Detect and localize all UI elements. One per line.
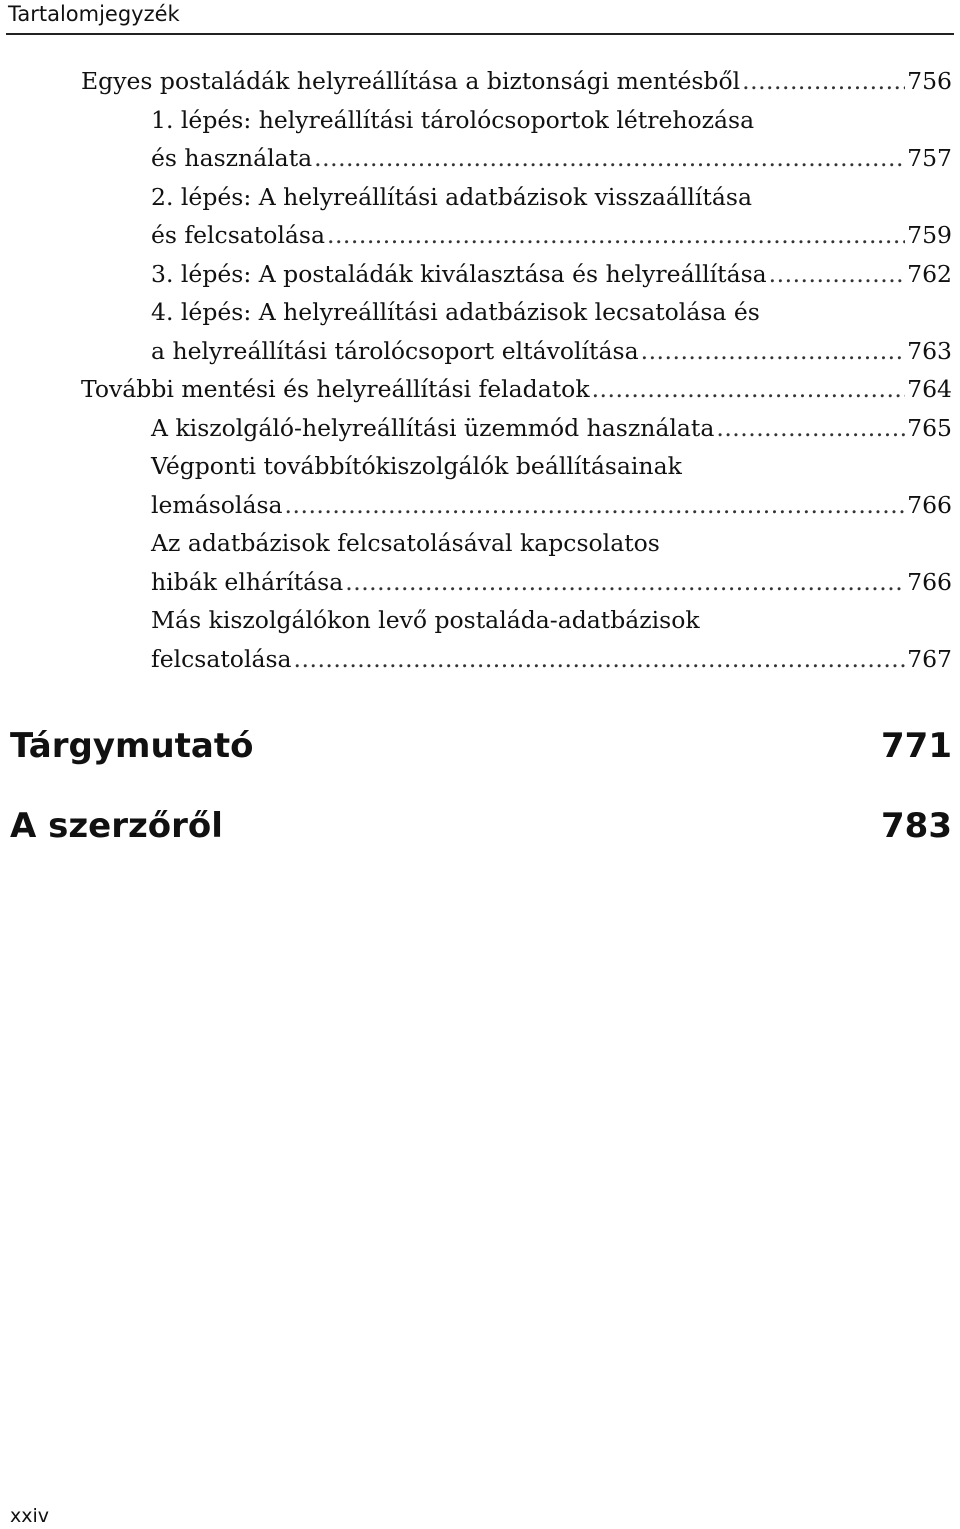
toc-entry-title: A kiszolgáló-helyreállítási üzemmód használata [151, 413, 715, 442]
toc-entry-page: 763 [907, 336, 952, 365]
major-entry-title: Tárgymutató [10, 726, 254, 766]
toc-entry-page: 765 [907, 413, 952, 442]
toc-entry-title-line: Végponti továbbítókiszolgálók beállításainak [151, 452, 682, 480]
dot-leader [716, 409, 905, 448]
toc-entry-title-line: Az adatbázisok felcsatolásával kapcsolatos [151, 529, 660, 557]
dot-leader [769, 255, 905, 294]
toc-major-entry-author[interactable] [10, 806, 952, 846]
toc-major-entry-index[interactable] [10, 726, 952, 766]
toc-entry-title-line: 2. lépés: A helyreállítási adatbázisok visszaállítása [151, 182, 752, 211]
toc-entry-title-line: 4. lépés: A helyreállítási adatbázisok lecsatolása és [151, 298, 760, 326]
dot-leader [592, 370, 906, 409]
toc-entry[interactable] [0, 447, 960, 524]
toc-entry-page: 756 [907, 67, 952, 95]
toc-entry-title: További mentési és helyreállítási feladatok [81, 375, 590, 403]
toc-entry-title: lemásolása [151, 490, 283, 519]
toc-entry[interactable] [0, 62, 960, 101]
toc-entry[interactable] [0, 293, 960, 370]
toc-entry[interactable] [0, 178, 960, 255]
toc-entry-page: 762 [907, 259, 952, 288]
dot-leader [345, 563, 905, 602]
toc-entry-page: 764 [907, 375, 952, 403]
toc-entry-page: 759 [907, 221, 952, 249]
toc-entry-title: felcsatolása [151, 644, 292, 673]
toc-entry-title: és használata [151, 144, 313, 172]
dot-leader [327, 216, 905, 255]
major-entry-title: A szerzőről [10, 806, 223, 846]
toc-entry-page: 767 [907, 644, 952, 673]
major-entry-page: 783 [881, 806, 952, 846]
toc-entry-title: 3. lépés: A postaládák kiválasztása és helyreállítása [151, 259, 767, 288]
toc-entry-title-line: Más kiszolgálókon levő postaláda-adatbázisok [151, 606, 700, 634]
dot-leader [314, 139, 905, 178]
toc-entry[interactable] [0, 255, 960, 294]
major-entry-page: 771 [881, 726, 952, 766]
toc-entry[interactable] [0, 524, 960, 601]
table-of-contents [0, 62, 960, 678]
header-divider [6, 33, 954, 35]
toc-entry-page: 757 [907, 144, 952, 172]
toc-entry-title: és felcsatolása [151, 221, 325, 249]
toc-entry[interactable] [0, 409, 960, 448]
toc-entry[interactable] [0, 101, 960, 178]
dot-leader [294, 640, 906, 679]
dot-leader [285, 486, 906, 525]
toc-entry-title-line: 1. lépés: helyreállítási tárolócsoportok létrehozása [151, 105, 755, 134]
toc-entry-page: 766 [907, 567, 952, 596]
running-header: Tartalomjegyzék [8, 2, 180, 26]
toc-entry-title: hibák elhárítása [151, 567, 344, 596]
page-number: xxiv [10, 1505, 50, 1527]
toc-entry-page: 766 [907, 490, 952, 519]
toc-entry[interactable] [0, 601, 960, 678]
toc-entry-title: a helyreállítási tárolócsoport eltávolítása [151, 336, 639, 365]
dot-leader [742, 62, 905, 101]
toc-entry-title: Egyes postaládák helyreállítása a biztonsági mentésből [81, 67, 741, 95]
toc-entry[interactable] [0, 370, 960, 409]
dot-leader [641, 332, 906, 371]
